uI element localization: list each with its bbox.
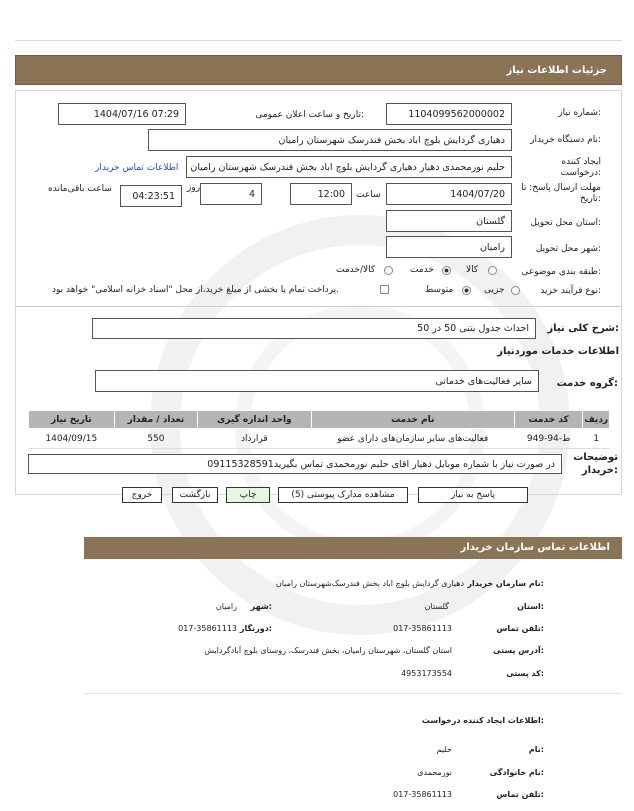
radio-both[interactable] <box>384 266 393 275</box>
first-name-value: حلیم <box>436 745 452 754</box>
creator-phone-value: 017-35861113 <box>393 790 452 799</box>
process-option-small[interactable] <box>511 286 520 298</box>
contact-phone-value: 017-35861113 <box>393 624 452 633</box>
contact-fax-label: دورنگار: <box>239 624 272 633</box>
need-number-label: شماره نیاز: <box>558 108 601 118</box>
buyer-org-field: دهیاری گردایش بلوچ اباد بخش فندرسک شهرستان رامیان <box>148 129 512 151</box>
org-name-value: دهیاری گردایش بلوچ اباد بخش فندرسک‌شهرستان رامیان <box>275 579 464 588</box>
radio-medium-selected[interactable] <box>462 286 471 295</box>
buyer-org-label: نام دستگاه خریدار: <box>530 135 601 145</box>
page-title: جزئیات اطلاعات نیاز <box>506 65 607 76</box>
services-table <box>28 410 610 449</box>
first-name-label: نام: <box>528 745 544 754</box>
creator-field: حلیم نورمحمدی دهیار دهیاری گردایش بلوچ اباد بخش فندرسک شهرستان رامیان <box>186 156 512 178</box>
top-divider <box>15 40 622 41</box>
contact-province-label: استان: <box>517 602 544 611</box>
process-medium-label: متوسط <box>425 285 454 295</box>
table-row <box>29 429 610 449</box>
announce-datetime-field: 1404/07/16 07:29 <box>58 103 186 125</box>
org-name-label: نام سازمان خریدار: <box>467 579 544 588</box>
payment-note: پرداخت تمام یا بخشی از مبلغ خرید،از محل "اسناد خزانه اسلامی" خواهد بود. <box>52 285 340 295</box>
radio-goods[interactable] <box>488 266 497 275</box>
notes-label-line2: خریدار: <box>581 465 618 476</box>
deadline-time-field: 12:00 <box>290 183 352 205</box>
need-number-field: 1104099562000002 <box>386 103 512 125</box>
creator-phone-label: تلفن تماس: <box>496 790 544 799</box>
radio-small[interactable] <box>511 286 520 295</box>
announce-label: تاریخ و ساعت اعلان عمومی: <box>255 110 364 120</box>
days-field: 4 <box>200 183 262 205</box>
cell-name: فعالیت‌های سایر سازمان‌های دارای عضو <box>311 429 514 449</box>
table-header-row <box>29 411 610 429</box>
remaining-label: ساعت باقی‌مانده <box>48 184 112 194</box>
radio-service-selected[interactable] <box>442 266 451 275</box>
category-option-both[interactable] <box>384 266 393 278</box>
process-small-label: جزیی <box>484 285 505 295</box>
category-goods-label: کالا <box>466 265 479 275</box>
treasury-checkbox-wrap[interactable] <box>380 285 389 297</box>
contact-city-label: شهر: <box>250 602 272 611</box>
remaining-time-field: 04:23:51 <box>120 185 182 207</box>
contact-city-value: رامیان <box>215 602 237 611</box>
province-label: استان محل تحویل: <box>530 218 601 228</box>
reply-button[interactable]: پاسخ به نیاز <box>418 487 528 503</box>
category-both-label: کالا/خدمت <box>336 265 376 275</box>
province-field: گلستان <box>386 210 512 232</box>
cell-row: 1 <box>583 429 610 449</box>
col-name: نام خدمت <box>311 411 514 429</box>
days-label: روز <box>187 183 201 193</box>
services-section-title: اطلاعات خدمات موردنیاز <box>497 346 619 357</box>
process-label: نوع فرآیند خرید: <box>540 286 601 296</box>
contact-section-header <box>84 537 622 559</box>
contact-divider <box>84 693 622 694</box>
time-label: ساعت <box>356 190 381 200</box>
col-row: ردیف <box>583 411 610 429</box>
last-name-label: نام خانوادگی: <box>489 768 544 777</box>
col-unit: واحد اندازه گیری <box>198 411 311 429</box>
contact-fax-value: 017-35861113 <box>178 624 237 633</box>
section-divider <box>15 306 622 307</box>
category-option-service[interactable] <box>442 266 451 278</box>
notes-label-line1: توضیحات <box>573 452 618 463</box>
buyer-contact-link[interactable]: اطلاعات تماس خریدار <box>95 163 179 173</box>
deadline-label-line2: تاریخ: <box>580 194 601 204</box>
creator-info-title: اطلاعات ایجاد کننده درخواست: <box>421 716 544 725</box>
page-header <box>15 55 622 85</box>
cell-qty: 550 <box>114 429 197 449</box>
col-date: تاریخ نیاز <box>29 411 115 429</box>
process-option-medium[interactable] <box>462 286 471 298</box>
creator-label-line1: ایجاد کننده <box>561 157 601 167</box>
postal-label: کد پستی: <box>506 669 544 678</box>
postal-value: 4953173554 <box>401 669 452 678</box>
city-label: شهر محل تحویل: <box>535 244 601 254</box>
cell-unit: قرارداد <box>198 429 311 449</box>
back-button[interactable]: بازگشت <box>172 487 218 503</box>
summary-field: احداث جدول بتنی 50 در 50 <box>92 318 536 339</box>
deadline-label-line1: مهلت ارسال پاسخ: تا <box>521 183 601 193</box>
category-label: طبقه بندی موضوعی: <box>521 267 601 277</box>
deadline-date-field: 1404/07/20 <box>386 183 512 205</box>
category-service-label: خدمت <box>410 265 434 275</box>
service-group-label: گروه خدمت: <box>556 378 618 389</box>
attachments-button[interactable]: مشاهده مدارک پیوستی (5) <box>278 487 408 503</box>
col-code: کد خدمت <box>514 411 582 429</box>
exit-button[interactable]: خروج <box>122 487 162 503</box>
category-option-goods[interactable] <box>488 266 497 278</box>
creator-label-line2: درخواست: <box>560 168 601 178</box>
contact-section-title: اطلاعات تماس سازمان خریدار <box>460 542 610 553</box>
address-value: استان گلستان، شهرستان رامیان، بخش فندرسک، روستای بلوچ آبادگردایش <box>204 646 452 655</box>
cell-date: 1404/09/15 <box>29 429 115 449</box>
service-group-field: سایر فعالیت‌های خدماتی <box>95 370 539 392</box>
summary-label: شرح کلی نیاز: <box>547 323 619 334</box>
contact-province-value: گلستان <box>424 602 449 611</box>
city-field: رامیان <box>386 236 512 258</box>
last-name-value: نورمحمدی <box>417 768 452 777</box>
cell-code: ط-94-949 <box>514 429 582 449</box>
contact-phone-label: تلفن تماس: <box>496 624 544 633</box>
address-label: آدرس پستی: <box>493 646 544 655</box>
col-qty: تعداد / مقدار <box>114 411 197 429</box>
treasury-checkbox[interactable] <box>380 285 389 294</box>
print-button[interactable]: چاپ <box>226 487 270 503</box>
notes-field: در صورت نیاز با شماره موبایل دهیار اقای حلیم نورمحمدی تماس بگیرید09115328591 <box>28 454 562 474</box>
